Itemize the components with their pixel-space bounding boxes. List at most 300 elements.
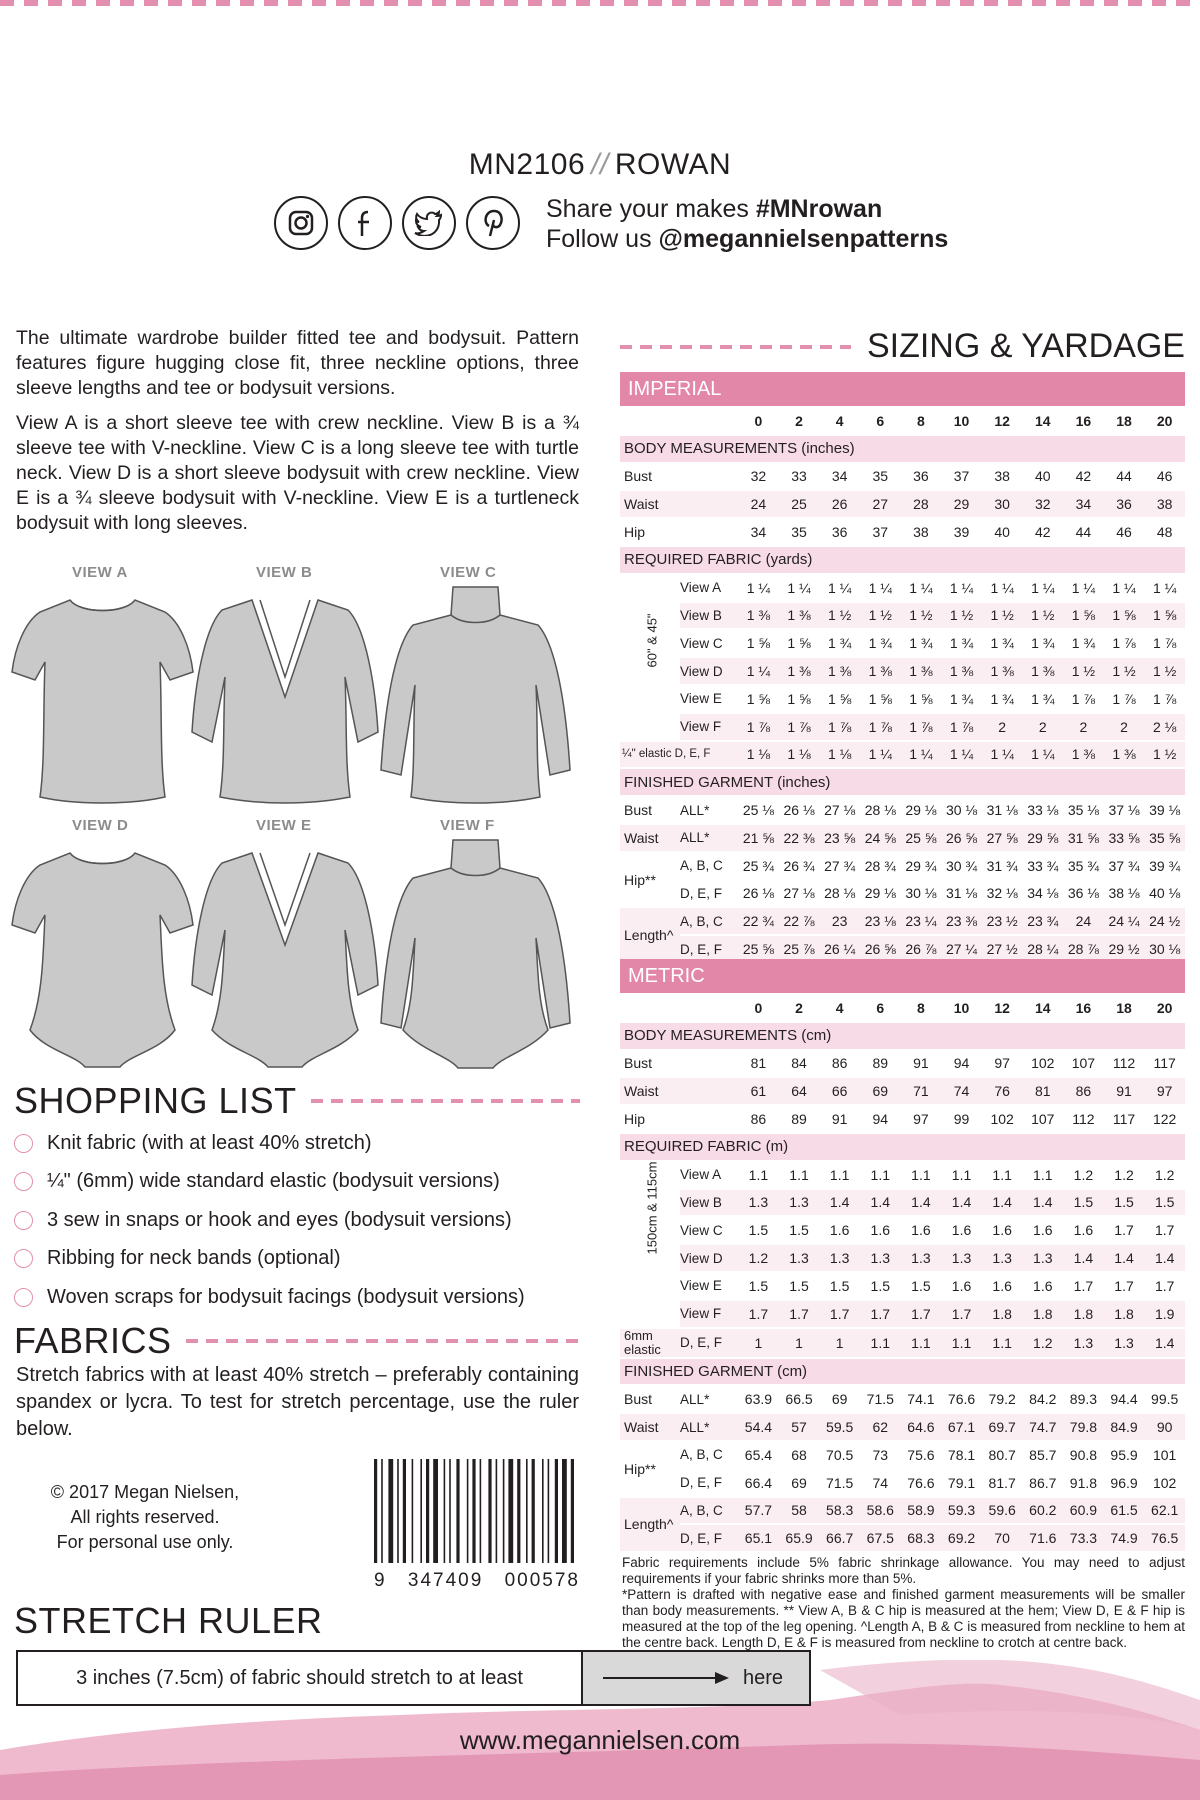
table-cell: 25 ⅝	[738, 936, 779, 962]
table-cell: 1.1	[748, 1166, 769, 1183]
table-cell: 46	[1116, 524, 1132, 541]
table-row: D, E, F 25 ⅝ 25 ⅞ 26 ¼ 26 ⅝ 26 ⅞ 27 ¼ 27 ½ 28 ¼ 28 ⅞ 29 ½ 30 ⅛	[620, 936, 1185, 962]
table-cell: 1.1	[992, 1166, 1012, 1183]
table-cell: 1.1	[951, 1166, 972, 1183]
table-cell: 57.7	[738, 1498, 779, 1524]
table-cell: 1.6	[911, 1222, 931, 1239]
table-cell: 1 ½	[819, 603, 860, 629]
table-cell: 1 ⅞	[1112, 690, 1136, 707]
table-cell: 1 ⅜	[860, 658, 901, 684]
table-cell: 29 ¾	[905, 857, 937, 874]
size-header-row	[620, 408, 1185, 434]
table-cell: 1.3	[1063, 1329, 1104, 1357]
size-header: 0	[754, 412, 763, 429]
table-cell: 1 ¼	[1022, 742, 1063, 768]
table-cell: 73.3	[1063, 1525, 1104, 1551]
table-cell: 1.3	[779, 1245, 820, 1271]
table-cell: 69.7	[982, 1414, 1023, 1440]
table-cell: 1 ⅜	[738, 603, 779, 629]
barcode-bar	[456, 1459, 459, 1563]
table-cell: 1.1	[982, 1329, 1023, 1357]
table-cell: 26 ¼	[819, 936, 860, 962]
table-cell: 38	[994, 468, 1010, 485]
table-cell: 28	[901, 491, 942, 517]
table-cell: 54.4	[738, 1414, 779, 1440]
stretch-ruler-heading: STRETCH RULER	[14, 1600, 323, 1641]
table-cell: 37	[872, 524, 889, 541]
table-cell: 33	[791, 468, 807, 485]
table-cell: 1.6	[992, 1222, 1012, 1239]
table-cell: 35 ⅛	[1067, 802, 1099, 819]
table-cell: 74.7	[1022, 1414, 1063, 1440]
table-cell: 1 ⅜	[941, 658, 982, 684]
table-cell: 68	[791, 1446, 807, 1463]
table-cell: 1.3	[860, 1245, 901, 1271]
table-cell: 61.5	[1104, 1498, 1145, 1524]
table-cell: 35	[791, 524, 807, 541]
table-cell: 24 ¼	[1104, 908, 1145, 934]
table-cell: 26 ⅛	[742, 885, 774, 902]
table-cell: 1.8	[1063, 1301, 1104, 1327]
table-cell: 24	[1063, 908, 1104, 934]
table-cell: 1.5	[1063, 1190, 1104, 1216]
table-cell: 1 ⅞	[738, 714, 779, 740]
table-cell: 1.5	[789, 1222, 809, 1239]
table-row: View D 1 ¼ 1 ⅜ 1 ⅜ 1 ⅜ 1 ⅜ 1 ⅜ 1 ⅜ 1 ⅜ 1 ½ 1 ½ 1 ½	[620, 658, 1185, 684]
pinterest-icon[interactable]	[466, 196, 520, 250]
table-cell: 117	[1153, 1055, 1176, 1072]
table-cell: 1 ¼	[746, 579, 771, 596]
table-cell: 1.7	[941, 1301, 982, 1327]
table-cell: 74.9	[1104, 1525, 1145, 1551]
section-row: FINISHED GARMENT (cm)	[620, 1359, 1185, 1385]
section-row: BODY MEASUREMENTS (cm)	[620, 1023, 1185, 1049]
fabrics-text: Stretch fabrics with at least 40% stretch – preferably containing spandex or lycra. To test for stretch percentage, use the ruler below.	[16, 1364, 579, 1440]
table-cell: 1 ⅞	[1152, 690, 1177, 707]
table-cell: 1 ⅞	[901, 714, 942, 740]
table-cell: 89	[791, 1111, 807, 1128]
table-cell: 37 ⅛	[1108, 802, 1140, 819]
table-cell: 31 ⅛	[945, 885, 978, 902]
table-cell: 1.4	[1104, 1245, 1145, 1271]
table-cell: 30 ⅛	[945, 802, 978, 819]
table-cell: 1 ⅝	[909, 690, 933, 707]
table-cell: 1.5	[829, 1277, 850, 1294]
table-cell: 2	[1104, 714, 1145, 740]
table-cell: 102	[1031, 1055, 1055, 1072]
table-cell: 95.9	[1110, 1446, 1138, 1463]
table-row: Bust ALL* 63.9 66.5 69 71.5 74.1 76.6 79.2 84.2 89.3 94.4 99.5	[620, 1386, 1185, 1412]
list-item: ¼" (6mm) wide standard elastic (bodysuit versions)	[14, 1163, 574, 1202]
barcode-bar	[374, 1459, 377, 1563]
barcode-bar	[508, 1459, 513, 1563]
table-cell: 101	[1152, 1446, 1177, 1463]
table-cell: 1.4	[1022, 1190, 1063, 1216]
table-cell: 81.7	[988, 1474, 1016, 1491]
table-cell: 61	[738, 1078, 779, 1104]
size-header: 12	[994, 412, 1010, 429]
table-cell: 90	[1144, 1414, 1185, 1440]
table-cell: 1 ⅝	[746, 690, 771, 707]
table-cell: 1 ½	[1144, 742, 1185, 768]
barcode-bar	[467, 1459, 469, 1563]
table-cell: 94.4	[1110, 1391, 1138, 1408]
table-cell: 44	[1116, 468, 1132, 485]
barcode-bar	[488, 1459, 491, 1563]
table-cell: 2 ⅛	[1144, 714, 1185, 740]
table-cell: 60.9	[1063, 1498, 1104, 1524]
table-row: View F 1 ⅞ 1 ⅞ 1 ⅞ 1 ⅞ 1 ⅞ 1 ⅞ 2 2 2 2 2 ⅛	[620, 714, 1185, 740]
table-row: Length^ A, B, C 57.7 58 58.3 58.6 58.9 59.3 59.6 60.2 60.9 61.5 62.1	[620, 1498, 1185, 1524]
table-cell: 30 ¾	[945, 857, 978, 874]
table-cell: 1.3	[1022, 1245, 1063, 1271]
table-cell: 1.8	[982, 1301, 1023, 1327]
table-cell: 2	[982, 714, 1023, 740]
view-e-label: VIEW E	[256, 817, 312, 834]
table-cell: 63.9	[744, 1391, 773, 1408]
top-dashed-border	[0, 0, 1200, 6]
table-row: View D 1.2 1.3 1.3 1.3 1.3 1.3 1.3 1.3 1.4 1.4 1.4	[620, 1245, 1185, 1271]
table-cell: 48	[1156, 524, 1173, 541]
table-cell: 30	[982, 491, 1023, 517]
checkbox-circle-icon	[14, 1211, 33, 1230]
size-header: 8	[917, 999, 925, 1016]
size-header: 4	[835, 412, 844, 429]
table-cell: 1.1	[941, 1329, 982, 1357]
table-cell: 81	[1022, 1078, 1063, 1104]
table-cell: 58	[779, 1498, 820, 1524]
table-cell: 58.9	[901, 1498, 942, 1524]
view-a-illustration	[10, 592, 195, 807]
table-cell: 1 ⅝	[787, 635, 811, 652]
size-header: 12	[994, 999, 1010, 1016]
table-cell: 27 ½	[982, 936, 1023, 962]
table-cell: 40	[1034, 468, 1051, 485]
table-cell: 1.2	[1073, 1166, 1094, 1183]
barcode-bar	[420, 1459, 422, 1563]
table-cell: 1 ⅝	[1063, 603, 1104, 629]
table-row: D, E, F 26 ⅛ 27 ⅛ 28 ⅛ 29 ⅛ 30 ⅛ 31 ⅛ 32 ⅛ 34 ⅛ 36 ⅛ 38 ⅛ 40 ⅛	[620, 881, 1185, 907]
table-cell: 1 ¼	[1071, 579, 1096, 596]
checkbox-circle-icon	[14, 1249, 33, 1268]
imperial-band: IMPERIAL	[620, 372, 1185, 406]
size-header: 16	[1075, 999, 1092, 1016]
table-cell: 23 ⅛	[860, 908, 901, 934]
table-cell: 102	[1152, 1474, 1177, 1491]
table-cell: 1.6	[829, 1222, 850, 1239]
table-cell: 1 ¾	[1031, 690, 1055, 707]
table-cell: 1 ⅜	[779, 658, 820, 684]
size-header: 8	[917, 412, 925, 429]
table-cell: 23 ⅝	[819, 825, 860, 851]
table-cell: 1 ¼	[787, 579, 811, 596]
table-cell: 1.7	[738, 1301, 779, 1327]
table-cell: 99.5	[1151, 1391, 1179, 1408]
table-cell: 84.9	[1104, 1414, 1145, 1440]
table-cell: 73	[872, 1446, 889, 1463]
table-cell: 32 ⅛	[986, 885, 1018, 902]
table-cell: 23	[819, 908, 860, 934]
table-cell: 38	[913, 524, 929, 541]
table-row: 6mm elastic D, E, F 1 1 1 1.1 1.1 1.1 1.1 1.2 1.3 1.3 1.4	[620, 1329, 1185, 1357]
table-cell: 1	[819, 1329, 860, 1357]
table-cell: 32	[750, 468, 767, 485]
table-cell: 1.4	[982, 1190, 1023, 1216]
section-row: REQUIRED FABRIC (m)	[620, 1134, 1185, 1160]
table-cell: 26 ⅝	[941, 825, 982, 851]
barcode-bar	[388, 1459, 393, 1563]
table-cell: 1 ¼	[1031, 579, 1055, 596]
table-cell: 1 ⅜	[982, 658, 1023, 684]
table-cell: 84.2	[1029, 1391, 1057, 1408]
table-row: Waist 24 25 26 27 28 29 30 32 34 36 38	[620, 491, 1185, 517]
table-cell: 28 ⅞	[1063, 936, 1104, 962]
table-cell: 34	[831, 468, 848, 485]
table-cell: 67.5	[860, 1525, 901, 1551]
table-cell: 1 ⅛	[819, 742, 860, 768]
table-cell: 27 ¼	[941, 936, 982, 962]
table-cell: 69	[791, 1474, 807, 1491]
table-cell: 1.4	[1063, 1245, 1104, 1271]
size-header: 6	[876, 412, 885, 429]
table-cell: 1 ⅛	[738, 742, 779, 768]
table-cell: 31 ⅝	[1063, 825, 1104, 851]
table-cell: 25 ⅛	[742, 802, 774, 819]
table-row: View B 1.3 1.3 1.4 1.4 1.4 1.4 1.4 1.4 1.5 1.5 1.5	[620, 1190, 1185, 1216]
table-cell: 66.5	[785, 1391, 813, 1408]
table-cell: 76	[982, 1078, 1023, 1104]
table-cell: 30 ⅛	[1144, 936, 1185, 962]
table-cell: 1.3	[779, 1190, 820, 1216]
website-url[interactable]: www.megannielsen.com	[459, 1725, 741, 1755]
table-cell: 1.5	[1144, 1190, 1185, 1216]
table-cell: 71.6	[1022, 1525, 1063, 1551]
table-cell: 34	[750, 524, 767, 541]
table-cell: 37	[953, 468, 970, 485]
table-cell: 1 ¼	[909, 579, 933, 596]
table-cell: 1.2	[738, 1245, 779, 1271]
table-cell: 26 ¾	[783, 857, 815, 874]
table-cell: 99	[953, 1111, 970, 1128]
table-cell: 1 ⅜	[1022, 658, 1063, 684]
table-cell: 1 ½	[1063, 658, 1104, 684]
table-cell: 1.4	[1144, 1245, 1185, 1271]
table-cell: 1.7	[1154, 1277, 1175, 1294]
copyright: © 2017 Megan Nielsen, All rights reserved. For personal use only.	[50, 1482, 240, 1552]
table-cell: 29 ½	[1104, 936, 1145, 962]
table-cell: 1 ¼	[901, 742, 942, 768]
table-cell: 89	[872, 1055, 889, 1072]
table-cell: 32	[1022, 491, 1063, 517]
table-row: Hip** A, B, C 25 ¾ 26 ¾ 27 ¾ 28 ¾ 29 ¾ 30 ¾ 31 ¾ 33 ¾ 35 ¾ 37 ¾ 39 ¾	[620, 853, 1185, 879]
sizing-heading: SIZING & YARDAGE	[620, 327, 1185, 366]
table-cell: 1.5	[870, 1277, 891, 1294]
view-b-label: VIEW B	[256, 564, 313, 581]
table-cell: 1.5	[748, 1277, 769, 1294]
table-cell: 39	[953, 524, 970, 541]
table-cell: 1 ½	[982, 603, 1023, 629]
table-cell: 34	[1063, 491, 1104, 517]
table-cell: 36	[831, 524, 848, 541]
checkbox-circle-icon	[14, 1172, 33, 1191]
metric-table	[620, 957, 1185, 1553]
table-cell: 1.7	[860, 1301, 901, 1327]
table-cell: 1 ½	[1022, 603, 1063, 629]
table-cell: 33 ¾	[1027, 857, 1059, 874]
table-cell: 29 ⅛	[864, 885, 896, 902]
table-cell: 117	[1112, 1111, 1136, 1128]
table-cell: 27	[860, 491, 901, 517]
checkbox-circle-icon	[14, 1288, 33, 1307]
size-header: 2	[795, 412, 803, 429]
table-cell: 24 ½	[1144, 908, 1185, 934]
table-cell: 1 ⅜	[819, 658, 860, 684]
shopping-list-heading: SHOPPING LIST	[14, 1080, 580, 1122]
table-cell: 1 ¾	[1071, 635, 1096, 652]
table-cell: 1 ¼	[860, 742, 901, 768]
table-cell: 28 ¾	[864, 857, 896, 874]
table-cell: 58.3	[819, 1498, 860, 1524]
table-cell: 85.7	[1029, 1446, 1057, 1463]
table-row: Bust 81 84 86 89 91 94 97 102 107 112 117	[620, 1051, 1185, 1077]
table-row: View F 1.7 1.7 1.7 1.7 1.7 1.7 1.8 1.8 1.8 1.8 1.9	[620, 1301, 1185, 1327]
table-cell: 1.8	[1022, 1301, 1063, 1327]
instagram-icon[interactable]	[274, 196, 328, 250]
table-cell: 26	[819, 491, 860, 517]
table-cell: 1.3	[819, 1245, 860, 1271]
table-cell: 22 ¾	[738, 908, 779, 934]
table-cell: 1.1	[911, 1166, 931, 1183]
table-cell: 36	[1104, 491, 1145, 517]
table-cell: 1 ¾	[909, 635, 933, 652]
barcode-bars	[374, 1459, 580, 1563]
table-cell: 62.1	[1144, 1498, 1185, 1524]
table-cell: 40 ⅛	[1149, 885, 1181, 902]
table-cell: 33 ⅝	[1104, 825, 1145, 851]
table-cell: 27 ⅛	[783, 885, 815, 902]
table-row: Bust 32 33 34 35 36 37 38 40 42 44 46	[620, 464, 1185, 490]
table-cell: 65.9	[779, 1525, 820, 1551]
table-cell: 1.3	[901, 1245, 942, 1271]
table-cell: 23 ⅜	[941, 908, 982, 934]
table-row: Bust ALL* 25 ⅛ 26 ⅛ 27 ⅛ 28 ⅛ 29 ⅛ 30 ⅛ 31 ⅛ 33 ⅛ 35 ⅛ 37 ⅛ 39 ⅛	[620, 797, 1185, 823]
table-cell: 1.6	[951, 1277, 972, 1294]
metric-band: METRIC	[620, 959, 1185, 993]
table-cell: 25	[779, 491, 820, 517]
imperial-table	[620, 370, 1185, 964]
section-row: FINISHED GARMENT (inches)	[620, 769, 1185, 795]
table-cell: 1.6	[1033, 1277, 1053, 1294]
table-cell: 2	[1063, 714, 1104, 740]
table-cell: 1.6	[870, 1222, 891, 1239]
barcode-bar	[542, 1459, 544, 1563]
table-cell: 1 ¼	[738, 658, 779, 684]
table-cell: 1 ⅞	[1152, 635, 1177, 652]
barcode-bar	[526, 1459, 528, 1563]
table-cell: 23 ¾	[1022, 908, 1063, 934]
table-cell: 1 ⅜	[1063, 742, 1104, 768]
table-cell: 91	[831, 1111, 848, 1128]
table-cell: 76.6	[947, 1391, 976, 1408]
table-cell: 28 ¼	[1022, 936, 1063, 962]
table-cell: 1 ⅝	[1104, 603, 1145, 629]
table-cell: 76.6	[907, 1474, 935, 1491]
twitter-icon[interactable]	[402, 196, 456, 250]
table-cell: 28 ⅛	[824, 885, 856, 902]
table-cell: 1.5	[789, 1277, 809, 1294]
sizing-notes: Fabric requirements include 5% fabric shrinkage allowance. You may need to adjust requirements if your fabric shrinks more than 5%. *Pattern is drafted with negative ease and finished garment measurements will be smaller than body measurements. ** View A, B & C hip is measured at the hem; View D, E & F hip is measured at the top of the leg opening. ^Length A, B & C is measured from neckline to hem at the centre back. Length D, E & F is measured from neckline to crotch at centre back.	[622, 1555, 1185, 1650]
table-cell: 1 ⅝	[827, 690, 852, 707]
table-cell: 46	[1156, 468, 1173, 485]
table-cell: 1 ½	[901, 603, 942, 629]
table-cell: 29	[941, 491, 982, 517]
view-e-illustration	[190, 845, 380, 1070]
table-cell: 79.2	[988, 1391, 1016, 1408]
table-cell: 1 ½	[941, 603, 982, 629]
table-cell: 86.7	[1029, 1474, 1057, 1491]
table-cell: 1 ¼	[949, 579, 974, 596]
table-row: Length^ A, B, C 22 ¾ 22 ⅞ 23 23 ⅛ 23 ¼ 23 ⅜ 23 ½ 23 ¾ 24 24 ¼ 24 ½	[620, 908, 1185, 934]
view-f-illustration	[378, 838, 573, 1070]
table-cell: 23 ¼	[901, 908, 942, 934]
table-cell: 86	[831, 1055, 848, 1072]
table-cell: 69.2	[941, 1525, 982, 1551]
size-header: 6	[876, 999, 885, 1016]
table-cell: 97	[1144, 1078, 1185, 1104]
table-cell: 84	[791, 1055, 807, 1072]
barcode-bar	[562, 1459, 567, 1563]
social-icons	[274, 196, 520, 250]
barcode-bar	[503, 1459, 505, 1563]
table-cell: 102	[990, 1111, 1014, 1128]
table-cell: 27 ⅛	[824, 802, 856, 819]
table-cell: 90.8	[1069, 1446, 1098, 1463]
table-cell: 71	[901, 1078, 942, 1104]
table-cell: 60.2	[1022, 1498, 1063, 1524]
table-cell: 1	[738, 1329, 779, 1357]
table-cell: 1.7	[779, 1301, 820, 1327]
table-row: 150cm & 115cm View A 1.1 1.1 1.1 1.1 1.1 1.1 1.1 1.1 1.2 1.2 1.2	[620, 1162, 1185, 1188]
barcode-bar	[433, 1459, 438, 1563]
arrow-right-icon	[603, 1670, 733, 1686]
table-cell: 76.5	[1144, 1525, 1185, 1551]
table-cell: 38	[1144, 491, 1185, 517]
table-cell: 1 ¼	[990, 579, 1014, 596]
table-cell: 1.1	[829, 1166, 850, 1183]
size-header: 0	[754, 999, 763, 1016]
table-cell: 112	[1072, 1111, 1095, 1128]
table-cell: 1 ⅞	[1112, 635, 1136, 652]
table-cell: 1 ⅛	[779, 742, 820, 768]
barcode-bar	[412, 1459, 414, 1563]
table-cell: 1.3	[1104, 1329, 1145, 1357]
table-cell: 44	[1075, 524, 1092, 541]
table-row: ¼" elastic D, E, F 1 ⅛ 1 ⅛ 1 ⅛ 1 ¼ 1 ¼ 1 ¼ 1 ¼ 1 ¼ 1 ⅜ 1 ⅜ 1 ½	[620, 742, 1185, 768]
table-cell: 1.5	[748, 1222, 769, 1239]
table-cell: 28 ⅛	[864, 802, 896, 819]
table-cell: 94	[872, 1111, 889, 1128]
table-cell: 1.7	[901, 1301, 942, 1327]
table-cell: 1 ¾	[949, 635, 974, 652]
table-cell: 65.4	[744, 1446, 773, 1463]
facebook-icon[interactable]	[338, 196, 392, 250]
table-cell: 97	[994, 1055, 1010, 1072]
table-cell: 39 ¾	[1149, 857, 1181, 874]
size-header: 10	[953, 412, 970, 429]
table-cell: 25 ⅝	[901, 825, 942, 851]
table-cell: 1.8	[1104, 1301, 1145, 1327]
table-cell: 75.6	[907, 1446, 935, 1463]
